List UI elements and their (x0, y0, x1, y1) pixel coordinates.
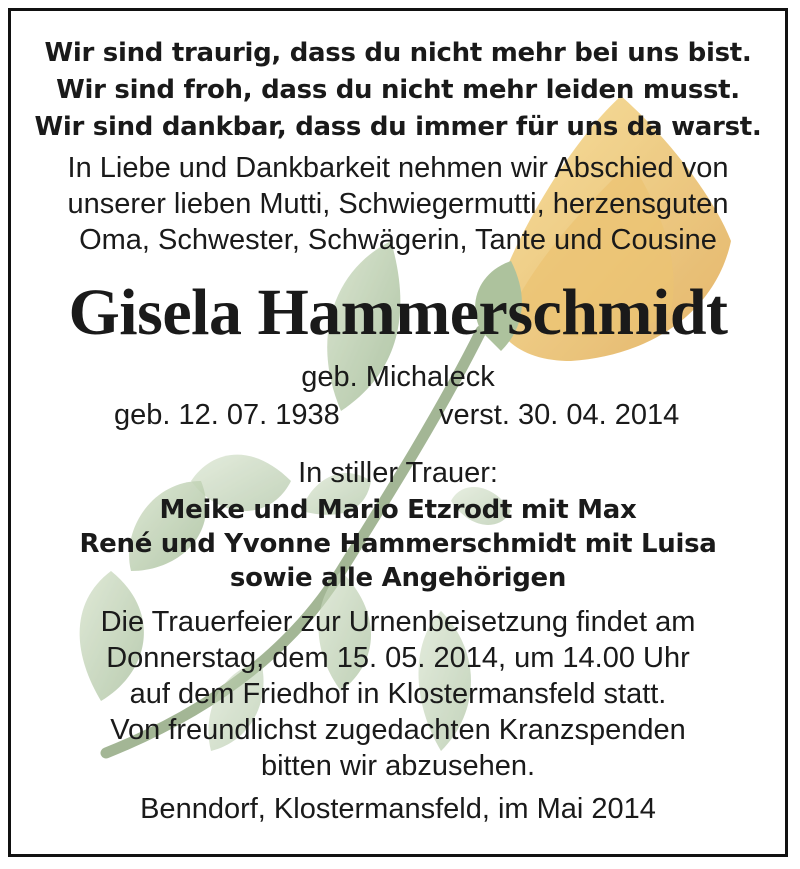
place-and-date: Benndorf, Klostermansfeld, im Mai 2014 (140, 793, 656, 825)
ceremony-line-3: auf dem Friedhof in Klostermansfeld statt. (129, 678, 667, 710)
verse-line-3: Wir sind dankbar, dass du immer für uns da warst. (34, 112, 762, 142)
mourner-line-3: sowie alle Angehörigen (229, 563, 567, 593)
intro-line-2: unserer lieben Mutti, Schwiegermutti, herzensguten (67, 188, 729, 220)
ceremony-line-5: bitten wir abzusehen. (260, 750, 536, 782)
mourner-line-2: René und Yvonne Hammerschmidt mit Luisa (79, 529, 717, 559)
intro-line-1: In Liebe und Dankbarkeit nehmen wir Abschied von (67, 152, 729, 184)
death-date: verst. 30. 04. 2014 (439, 399, 680, 431)
mourner-line-1: Meike und Mario Etzrodt mit Max (159, 495, 637, 525)
mourners-heading: In stiller Trauer: (298, 457, 498, 489)
verse-line-2: Wir sind froh, dass du nicht mehr leiden musst. (56, 75, 740, 105)
ceremony-line-4: Von freundlichst zugedachten Kranzspenden (110, 714, 686, 746)
obituary-frame (8, 8, 788, 857)
ceremony-line-2: Donnerstag, dem 15. 05. 2014, um 14.00 Uhr (106, 642, 690, 674)
birth-date: geb. 12. 07. 1938 (114, 399, 340, 431)
intro-line-3: Oma, Schwester, Schwägerin, Tante und Cousine (79, 224, 717, 256)
ceremony-line-1: Die Trauerfeier zur Urnenbeisetzung findet am (100, 606, 696, 638)
verse-line-1: Wir sind traurig, dass du nicht mehr bei uns bist. (44, 38, 752, 68)
deceased-name: Gisela Hammerschmidt (68, 276, 728, 349)
maiden-name: geb. Michaleck (301, 361, 495, 393)
